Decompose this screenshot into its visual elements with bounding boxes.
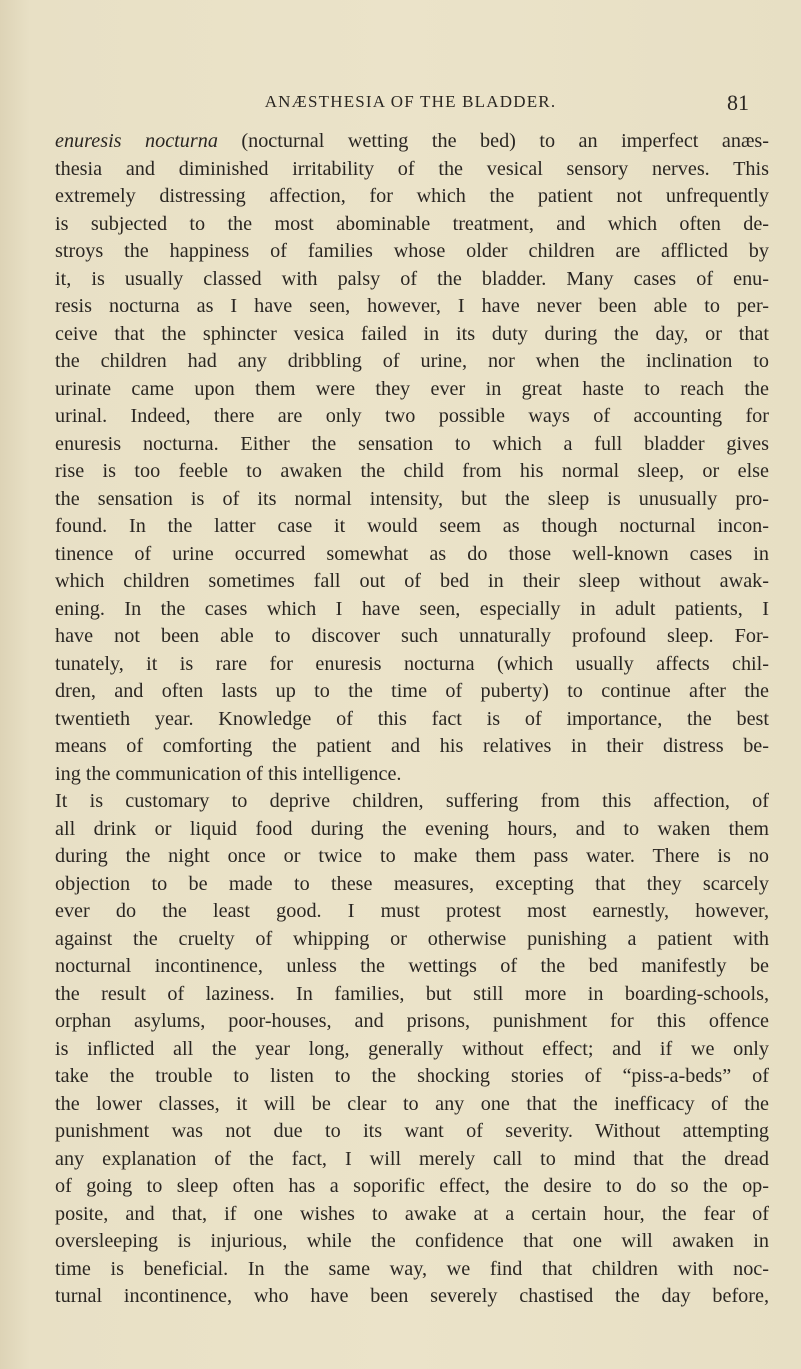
text-line: enuresis nocturna (nocturnal wetting the bed) to an imperfect anæs- xyxy=(55,130,769,152)
text-line: the lower classes, it will be clear to any one that the inefficacy of the xyxy=(55,1092,769,1115)
text-line: ever do the least good. I must protest most earnestly, however, xyxy=(55,900,769,922)
text-line: against the cruelty of whipping or otherwise punishing a patient with xyxy=(55,927,769,950)
text-line: posite, and that, if one wishes to awake at a certain hour, the fear of xyxy=(55,1202,769,1225)
paragraph-2 xyxy=(55,788,769,1311)
running-head xyxy=(0,92,801,116)
text-line: tinence of urine occurred somewhat as do those well-known cases in xyxy=(55,542,769,565)
text-line: rise is too feeble to awaken the child from his normal sleep, or else xyxy=(55,460,769,482)
text-line: It is customary to deprive children, suffering from this affection, of xyxy=(55,790,769,812)
text-line: urinate came upon them were they ever in great haste to reach the xyxy=(55,377,769,400)
italic-term: enuresis nocturna xyxy=(55,130,218,152)
text-line: twentieth year. Knowledge of this fact is of importance, the best xyxy=(55,707,769,730)
text-line: turnal incontinence, who have been severely chastised the day before, xyxy=(55,1285,769,1307)
text-line: enuresis nocturna. Either the sensation to which a full bladder gives xyxy=(55,432,769,455)
body-text xyxy=(55,128,769,1311)
text-line: found. In the latter case it would seem as though nocturnal incon- xyxy=(55,515,769,537)
text-line: tunately, it is rare for enuresis nocturna (which usually affects chil- xyxy=(55,652,769,675)
text-line: have not been able to discover such unnaturally profound sleep. For- xyxy=(55,625,769,647)
text-line: all drink or liquid food during the evening hours, and to waken them xyxy=(55,817,769,840)
text-line: resis nocturna as I have seen, however, I have never been able to per- xyxy=(55,295,769,317)
paragraph-1 xyxy=(55,128,769,788)
text-line: dren, and often lasts up to the time of puberty) to continue after the xyxy=(55,680,769,702)
text-line: which children sometimes fall out of bed in their sleep without awak- xyxy=(55,570,769,592)
text-line: the result of laziness. In families, but still more in boarding-schools, xyxy=(55,982,769,1005)
page-number: 81 xyxy=(727,90,749,115)
text-line: ceive that the sphincter vesica failed in its duty during the day, or that xyxy=(55,322,769,345)
text-line: punishment was not due to its want of severity. Without attempting xyxy=(55,1120,769,1142)
text-line: objection to be made to these measures, excepting that they scarcely xyxy=(55,872,769,895)
text-line: of going to sleep often has a soporific effect, the desire to do so the op- xyxy=(55,1175,769,1197)
text-line: time is beneficial. In the same way, we find that children with noc- xyxy=(55,1257,769,1280)
text-line: the children had any dribbling of urine, nor when the inclination to xyxy=(55,350,769,372)
text-line: take the trouble to listen to the shocking stories of “piss-a-beds” of xyxy=(55,1065,769,1087)
text-line: the sensation is of its normal intensity, but the sleep is unusually pro- xyxy=(55,487,769,510)
text-line: urinal. Indeed, there are only two possible ways of accounting for xyxy=(55,405,769,427)
text-line: any explanation of the fact, I will merely call to mind that the dread xyxy=(55,1147,769,1170)
text-line: extremely distressing affection, for which the patient not unfrequently xyxy=(55,185,769,207)
text-line: nocturnal incontinence, unless the wettings of the bed manifestly be xyxy=(55,955,769,977)
text-line: during the night once or twice to make them pass water. There is no xyxy=(55,845,769,867)
text-line: ening. In the cases which I have seen, especially in adult patients, I xyxy=(55,597,769,620)
text-line: thesia and diminished irritability of the vesical sensory nerves. This xyxy=(55,157,769,180)
running-title: ANÆSTHESIA OF THE BLADDER. xyxy=(264,92,557,111)
text-line: is subjected to the most abominable treatment, and which often de- xyxy=(55,212,769,235)
text-line: stroys the happiness of families whose older children are afflicted by xyxy=(55,240,769,262)
text-line: ing the communication of this intelligence. xyxy=(55,762,402,785)
text-line: means of comforting the patient and his relatives in their distress be- xyxy=(55,735,769,757)
text-line: it, is usually classed with palsy of the bladder. Many cases of enu- xyxy=(55,267,769,290)
text-line: orphan asylums, poor-houses, and prisons, punishment for this offence xyxy=(55,1010,769,1032)
text-line: is inflicted all the year long, generally without effect; and if we only xyxy=(55,1037,769,1060)
text-line: oversleeping is injurious, while the confidence that one will awaken in xyxy=(55,1230,769,1252)
